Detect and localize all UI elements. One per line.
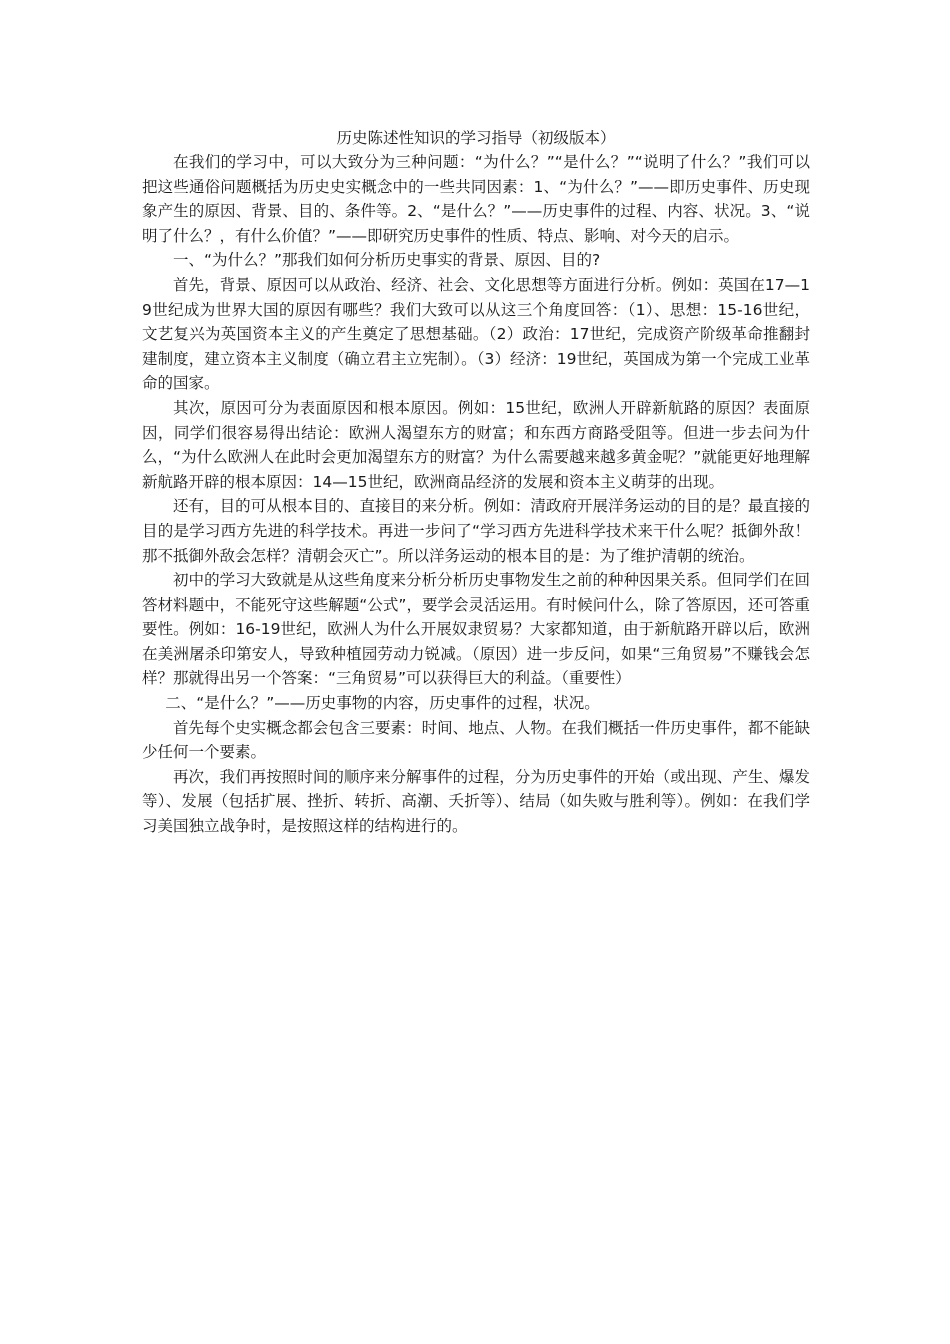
paragraph-three-elements: 首先每个史实概念都会包含三要素：时间、地点、人物。在我们概括一件历史事件，都不能缺少任何一个要素。 bbox=[142, 718, 810, 762]
intro-paragraph: 在我们的学习中，可以大致分为三种问题：“为什么？”“是什么？”“说明了什么？”我们可以把这些通俗问题概括为历史史实概念中的一些共同因素：1、“为什么？”——即历史事件、历史现象产生的原因、背景、目的、条件等。2、“是什么？”——历史事件的过程、内容、状况。3、“说明了什么？，有什么价值？”——即研究历史事件的性质、特点、影响、对今天的启示。 bbox=[142, 153, 810, 245]
paragraph-flexible-use: 初中的学习大致就是从这些角度来分析分析历史事物发生之前的种种因果关系。但同学们在回答材料题中，不能死守这些解题“公式”，要学会灵活运用。有时候问什么，除了答原因，还可答重要性。例如：16-19世纪，欧洲人为什么开展奴隶贸易？大家都知道，由于新航路开辟以后，欧洲在美洲屠杀印第安人，导致种植园劳动力锐减。（原因）进一步反问，如果“三角贸易”不赚钱会怎样？那就得出另一个答案：“三角贸易”可以获得巨大的利益。（重要性） bbox=[142, 571, 810, 688]
paragraph-surface-root-causes: 其次，原因可分为表面原因和根本原因。例如：15世纪，欧洲人开辟新航路的原因？表面原因，同学们很容易得出结论：欧洲人渴望东方的财富；和东西方商路受阻等。但进一步去问为什么，“为什么欧洲人在此时会更加渴望东方的财富？为什么需要越来越多黄金呢？”就能更好地理解新航路开辟的根本原因：14—15世纪，欧洲商品经济的发展和资本主义萌芽的出现。 bbox=[142, 398, 810, 491]
section-heading-why: 一、“为什么？”那我们如何分析历史事实的背景、原因、目的? bbox=[173, 251, 601, 270]
paragraph-event-process: 再次，我们再按照时间的顺序来分解事件的过程，分为历史事件的开始（或出现、产生、爆发等）、发展（包括扩展、挫折、转折、高潮、夭折等）、结局（如失败与胜利等）。例如：在我们学习美国独立战争时，是按照这样的结构进行的。 bbox=[142, 767, 810, 836]
paragraph-background-causes: 首先，背景、原因可以从政治、经济、社会、文化思想等方面进行分析。例如：英国在17—19世纪成为世界大国的原因有哪些？我们大致可以从这三个角度回答：（1）、思想：15-16世纪，文艺复兴为英国资本主义的产生奠定了思想基础。（2）政治：17世纪，完成资产阶级革命推翻封建制度，建立资本主义制度（确立君主立宪制）。（3）经济：19世纪，英国成为第一个完成工业革命的国家。 bbox=[142, 275, 810, 393]
document-page bbox=[142, 126, 810, 839]
paragraph-purposes: 还有，目的可从根本目的、直接目的来分析。例如：清政府开展洋务运动的目的是？最直接的目的是学习西方先进的科学技术。再进一步问了“学习西方先进科学技术来干什么呢？抵御外敌！那不抵御外敌会怎样？清朝会灭亡”。所以洋务运动的根本目的是：为了维护清朝的统治。 bbox=[142, 497, 810, 565]
section-heading-what: 二、“是什么？”——历史事物的内容，历史事件的过程，状况。 bbox=[165, 694, 600, 713]
document-title: 历史陈述性知识的学习指导（初级版本） bbox=[336, 129, 616, 147]
